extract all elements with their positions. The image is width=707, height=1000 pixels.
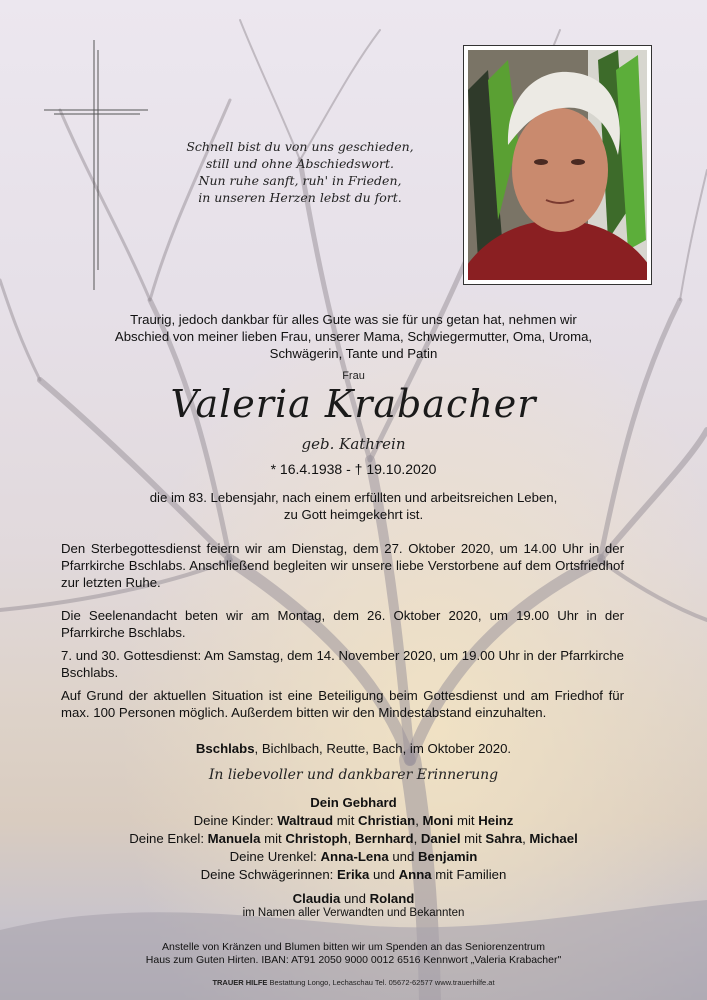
service-funeral: Den Sterbegottesdienst feiern wir am Dienstag, dem 27. Oktober 2020, um 14.00 Uhr in der Pfarrkirche Bschlabs. Anschließend begleiten wir unsere liebe Verstorbene auf dem Ortsfriedhof zur letzten Ruhe. [61, 541, 624, 590]
poem-line: in unseren Herzen lebst du fort. [198, 190, 402, 205]
service-notice: Auf Grund der aktuellen Situation ist eine Beteiligung beim Gottesdienst und am Friedhof für max. 100 Personen möglich. Außerdem bitten wir den Mindestabstand einzuhalten. [61, 688, 624, 720]
family-grandchildren: Deine Enkel: Manuela mit Christoph, Bernhard, Daniel mit Sahra, Michael [129, 831, 578, 846]
family-children: Deine Kinder: Waltraud mit Christian, Moni mit Heinz [193, 813, 514, 828]
cross-icon [44, 40, 148, 290]
poem [185, 138, 415, 206]
poem-line: still und ohne Abschiedswort. [206, 156, 394, 171]
intro-line: Traurig, jedoch dankbar für alles Gute was sie für uns getan hat, nehmen wir [130, 312, 577, 327]
donation-text [0, 941, 707, 967]
place-date [0, 740, 707, 757]
passing-line: die im 83. Lebensjahr, nach einem erfüllten und arbeitsreichen Leben, [149, 490, 558, 505]
place-rest: , Bichlbach, Reutte, Bach, im Oktober 2020. [254, 741, 512, 756]
deceased-name: Valeria Krabacher [170, 382, 537, 426]
poem-line: Schnell bist du von uns geschieden, [186, 139, 414, 154]
intro-line: Abschied von meiner lieben Frau, unserer Mama, Schwiegermutter, Oma, Uroma, [114, 329, 593, 344]
family-sisters-in-law: Deine Schwägerinnen: Erika und Anna mit Familien [200, 867, 507, 882]
maiden-name: geb. Kathrein [301, 435, 406, 453]
portrait-photo-frame [463, 45, 652, 285]
memory-line: In liebevoller und dankbarer Erinnerung [208, 767, 499, 783]
salutation: Frau [342, 370, 365, 382]
poem-line: Nun ruhe sanft, ruh' in Frieden, [198, 173, 402, 188]
footer [0, 978, 707, 987]
donation-line: Anstelle von Kränzen und Blumen bitten wir um Spenden an das Seniorenzentrum [162, 941, 545, 953]
passing-text [0, 489, 707, 523]
life-dates: * 16.4.1938 - † 19.10.2020 [270, 461, 437, 477]
passing-line: zu Gott heimgekehrt ist. [283, 507, 424, 522]
place-bold: Bschlabs [195, 741, 255, 756]
family-husband [0, 794, 707, 812]
service-memorial: 7. und 30. Gottesdienst: Am Samstag, dem 14. November 2020, um 19.00 Uhr in der Pfarrkirche Bschlabs. [61, 648, 624, 680]
footer-text: Bestattung Longo, Lechaschau Tel. 05672-62577 www.trauerhilfe.at [267, 978, 495, 987]
family-others: Claudia und Roland [292, 891, 415, 906]
intro-text [0, 311, 707, 362]
relatives-line: im Namen aller Verwandten und Bekannten [242, 907, 465, 919]
footer-brand: TRAUER HILFE [212, 978, 268, 987]
portrait-photo [468, 50, 647, 280]
family-great-grandchildren: Deine Urenkel: Anna-Lena und Benjamin [229, 849, 478, 864]
service-vigil: Die Seelenandacht beten wir am Montag, dem 26. Oktober 2020, um 19.00 Uhr in der Pfarrkirche Bschlabs. [61, 608, 624, 640]
donation-line: Haus zum Guten Hirten. IBAN: AT91 2050 9000 0012 6516 Kennwort „Valeria Krabacher" [145, 954, 562, 966]
intro-line: Schwägerin, Tante und Patin [269, 346, 438, 361]
family-list [0, 794, 707, 908]
husband-name: Dein Gebhard [310, 795, 397, 810]
